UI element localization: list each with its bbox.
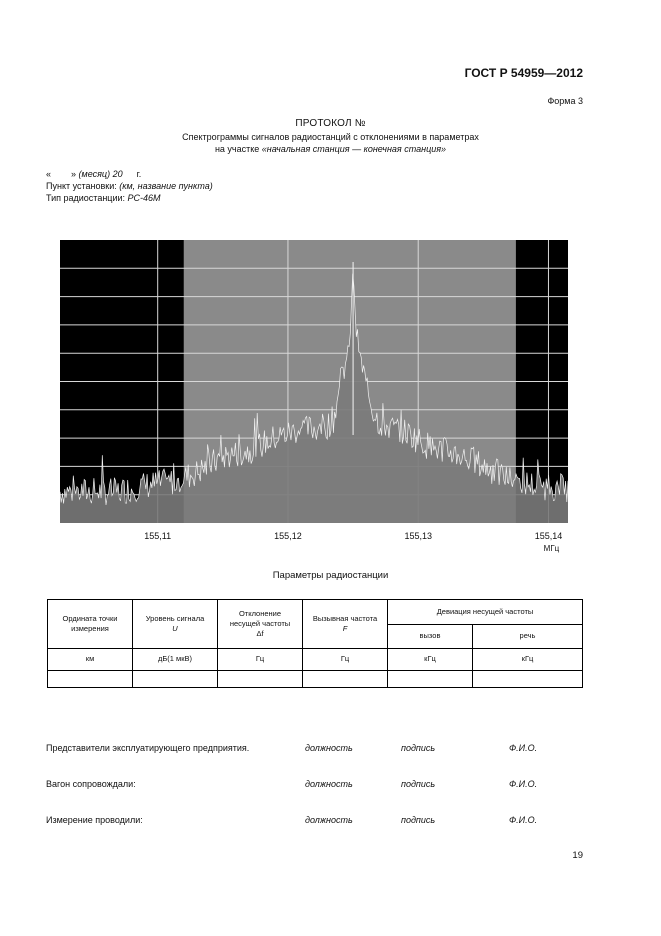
signature-position-2: должность <box>305 779 353 789</box>
signature-sign-1: подпись <box>401 743 436 753</box>
header-deviation-l2: несущей частоты <box>229 618 291 628</box>
header-ordinate <box>48 600 133 649</box>
header-call-freq-l2: F <box>342 624 348 633</box>
signature-label-1: Представители эксплуатирующего предприятия. <box>46 743 250 753</box>
x-tick-label: 155,11 <box>144 531 172 541</box>
signature-label-2: Вагон сопровождали: <box>46 779 136 789</box>
value-cell <box>48 671 133 688</box>
unit-ordinate: км <box>48 649 133 671</box>
header-call: вызов <box>388 625 473 649</box>
x-tick-label: 155,12 <box>274 531 302 541</box>
point-line <box>46 181 213 191</box>
unit-speech: кГц <box>473 649 583 671</box>
header-speech: речь <box>473 625 583 649</box>
signature-position-1: должность <box>305 743 353 753</box>
date-month: (месяц) <box>78 169 111 179</box>
header-deviation <box>218 600 303 649</box>
protocol-title: ПРОТОКОЛ № <box>295 118 366 129</box>
x-tick-label: 155,13 <box>404 531 432 541</box>
header-ordinate-l2: измерения <box>71 624 109 633</box>
signature-name-1: Ф.И.О. <box>509 743 538 753</box>
type-value: РС-46М <box>127 193 161 203</box>
x-unit-label: МГц <box>543 544 560 553</box>
header-deviation-l3: Δf <box>256 629 264 639</box>
unit-call-freq: Гц <box>303 649 388 671</box>
form-number: Форма 3 <box>547 96 583 106</box>
signature-sign-2: подпись <box>401 779 436 789</box>
point-value: (км, название пункта) <box>119 181 213 191</box>
value-cell <box>473 671 583 688</box>
unit-level: дБ(1 мкВ) <box>133 649 218 671</box>
protocol-subtitle: Спектрограммы сигналов радиостанций с отклонениями в параметрах <box>182 132 479 142</box>
date-quote-close: » <box>71 169 77 179</box>
unit-call: кГц <box>388 649 473 671</box>
value-cell <box>303 671 388 688</box>
header-level-l2: U <box>172 624 178 633</box>
standard-number: ГОСТ Р 54959—2012 <box>464 66 583 80</box>
header-call-freq-l1: Вызывная частота <box>312 613 378 623</box>
type-line <box>46 193 161 203</box>
header-call-freq <box>303 600 388 649</box>
date-year: 20 <box>112 169 123 179</box>
section-prefix: на участке <box>214 144 262 154</box>
signature-sign-3: подпись <box>401 815 436 825</box>
chart-tick-labels <box>144 531 562 553</box>
header-deviation-l1: Отклонение <box>238 608 282 618</box>
header-ordinate-l1: Ордината точки <box>62 613 118 623</box>
header-level <box>133 600 218 649</box>
spectrogram-chart <box>60 240 580 554</box>
signature-position-3: должность <box>305 815 353 825</box>
section-name: «начальная станция — конечная станция» <box>261 144 447 154</box>
params-title: Параметры радиостанции <box>272 570 389 581</box>
value-cell <box>133 671 218 688</box>
point-label: Пункт установки: <box>46 181 117 191</box>
signature-label-3: Измерение проводили: <box>46 815 143 825</box>
type-label: Тип радиостанции: <box>46 193 126 203</box>
value-cell <box>388 671 473 688</box>
signature-name-2: Ф.И.О. <box>509 779 538 789</box>
params-table <box>47 599 583 688</box>
page-number: 19 <box>572 850 583 861</box>
x-tick-label: 155,14 <box>534 531 563 541</box>
date-suffix: г. <box>136 169 142 179</box>
value-cell <box>218 671 303 688</box>
header-level-l1: Уровень сигнала <box>145 613 205 623</box>
date-quote-open: « <box>46 169 52 179</box>
signature-name-3: Ф.И.О. <box>509 815 538 825</box>
protocol-section <box>0 144 661 154</box>
header-carrier-dev: Девиация несущей частоты <box>388 600 583 625</box>
unit-deviation: Гц <box>218 649 303 671</box>
date-line <box>46 169 141 179</box>
